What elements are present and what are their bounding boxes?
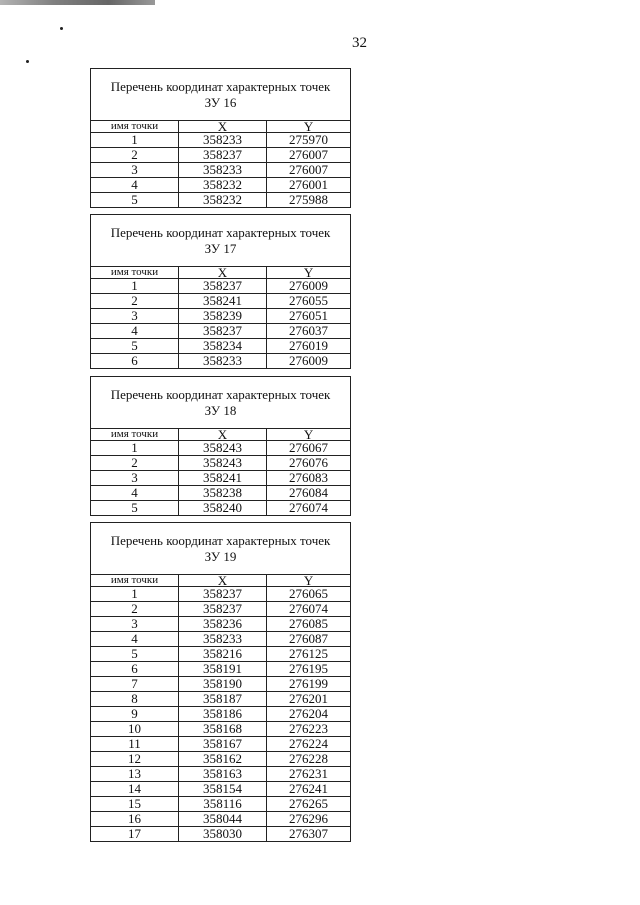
point-name-cell: 5 — [91, 501, 179, 516]
y-coordinate-cell: 276009 — [267, 279, 351, 294]
table-row — [91, 324, 351, 339]
y-coordinate-cell: 276083 — [267, 471, 351, 486]
table-row — [91, 486, 351, 501]
y-coordinate-cell: 276051 — [267, 309, 351, 324]
x-coordinate-cell: 358030 — [179, 827, 267, 842]
table-row — [91, 767, 351, 782]
point-name-cell: 8 — [91, 692, 179, 707]
table-row — [91, 752, 351, 767]
point-name-cell: 3 — [91, 309, 179, 324]
x-coordinate-cell: 358116 — [179, 797, 267, 812]
x-coordinate-cell: 358168 — [179, 722, 267, 737]
point-name-cell: 10 — [91, 722, 179, 737]
table-title-land-plot: ЗУ 19 — [204, 548, 237, 564]
x-coordinate-cell: 358241 — [179, 471, 267, 486]
point-name-cell: 7 — [91, 677, 179, 692]
y-coordinate-cell: 276007 — [267, 148, 351, 163]
point-name-cell: 4 — [91, 178, 179, 193]
table-row — [91, 662, 351, 677]
table-row — [91, 309, 351, 324]
table-row — [91, 632, 351, 647]
table-row — [91, 133, 351, 148]
point-name-cell: 9 — [91, 707, 179, 722]
column-header-x: X — [179, 429, 267, 441]
y-coordinate-cell: 276067 — [267, 441, 351, 456]
y-coordinate-cell: 276037 — [267, 324, 351, 339]
column-header-point-name: имя точки — [91, 121, 179, 133]
y-coordinate-cell: 276296 — [267, 812, 351, 827]
x-coordinate-cell: 358236 — [179, 617, 267, 632]
x-coordinate-cell: 358232 — [179, 178, 267, 193]
coordinates-table-zu16 — [90, 68, 351, 208]
point-name-cell: 2 — [91, 456, 179, 471]
coordinates-table-zu19 — [90, 522, 351, 842]
column-header-point-name: имя точки — [91, 267, 179, 279]
y-coordinate-cell: 276055 — [267, 294, 351, 309]
table-row — [91, 737, 351, 752]
table-title-land-plot: ЗУ 17 — [204, 240, 237, 256]
x-coordinate-cell: 358162 — [179, 752, 267, 767]
y-coordinate-cell: 276241 — [267, 782, 351, 797]
table-title-row — [91, 215, 351, 267]
point-name-cell: 4 — [91, 486, 179, 501]
page-number: 32 — [352, 35, 367, 51]
point-name-cell: 6 — [91, 354, 179, 369]
coordinates-table-zu18 — [90, 376, 351, 516]
x-coordinate-cell: 358238 — [179, 486, 267, 501]
point-name-cell: 3 — [91, 471, 179, 486]
x-coordinate-cell: 358243 — [179, 456, 267, 471]
x-coordinate-cell: 358190 — [179, 677, 267, 692]
table-row — [91, 294, 351, 309]
y-coordinate-cell: 276087 — [267, 632, 351, 647]
y-coordinate-cell: 276223 — [267, 722, 351, 737]
x-coordinate-cell: 358233 — [179, 163, 267, 178]
table-row — [91, 163, 351, 178]
x-coordinate-cell: 358163 — [179, 767, 267, 782]
table-header-row — [91, 121, 351, 133]
table-header-row — [91, 429, 351, 441]
x-coordinate-cell: 358237 — [179, 324, 267, 339]
x-coordinate-cell: 358216 — [179, 647, 267, 662]
point-name-cell: 16 — [91, 812, 179, 827]
y-coordinate-cell: 276204 — [267, 707, 351, 722]
table-row — [91, 148, 351, 163]
x-coordinate-cell: 358232 — [179, 193, 267, 208]
table-title-line: Перечень координат характерных точек — [110, 224, 331, 240]
point-name-cell: 1 — [91, 279, 179, 294]
table-row — [91, 617, 351, 632]
x-coordinate-cell: 358186 — [179, 707, 267, 722]
x-coordinate-cell: 358243 — [179, 441, 267, 456]
column-header-y: Y — [267, 267, 351, 279]
point-name-cell: 1 — [91, 441, 179, 456]
y-coordinate-cell: 276065 — [267, 587, 351, 602]
point-name-cell: 2 — [91, 148, 179, 163]
table-title-land-plot: ЗУ 18 — [204, 402, 237, 418]
table-title-row — [91, 523, 351, 575]
point-name-cell: 1 — [91, 133, 179, 148]
table-row — [91, 782, 351, 797]
table-row — [91, 501, 351, 516]
point-name-cell: 4 — [91, 324, 179, 339]
table-row — [91, 279, 351, 294]
column-header-point-name: имя точки — [91, 575, 179, 587]
point-name-cell: 6 — [91, 662, 179, 677]
scan-speck — [26, 60, 29, 63]
column-header-y: Y — [267, 575, 351, 587]
column-header-point-name: имя точки — [91, 429, 179, 441]
x-coordinate-cell: 358241 — [179, 294, 267, 309]
column-header-x: X — [179, 267, 267, 279]
point-name-cell: 15 — [91, 797, 179, 812]
scan-artifact — [0, 0, 155, 5]
column-header-x: X — [179, 575, 267, 587]
table-row — [91, 193, 351, 208]
x-coordinate-cell: 358233 — [179, 632, 267, 647]
point-name-cell: 2 — [91, 602, 179, 617]
table-row — [91, 587, 351, 602]
x-coordinate-cell: 358234 — [179, 339, 267, 354]
point-name-cell: 3 — [91, 163, 179, 178]
table-header-row — [91, 267, 351, 279]
table-row — [91, 456, 351, 471]
y-coordinate-cell: 276228 — [267, 752, 351, 767]
column-header-y: Y — [267, 429, 351, 441]
table-title-land-plot: ЗУ 16 — [204, 94, 237, 110]
table-row — [91, 471, 351, 486]
x-coordinate-cell: 358240 — [179, 501, 267, 516]
table-title — [91, 523, 351, 575]
point-name-cell: 5 — [91, 193, 179, 208]
column-header-y: Y — [267, 121, 351, 133]
point-name-cell: 17 — [91, 827, 179, 842]
y-coordinate-cell: 276199 — [267, 677, 351, 692]
point-name-cell: 2 — [91, 294, 179, 309]
table-row — [91, 827, 351, 842]
point-name-cell: 12 — [91, 752, 179, 767]
y-coordinate-cell: 276074 — [267, 501, 351, 516]
table-title-line: Перечень координат характерных точек — [110, 78, 331, 94]
y-coordinate-cell: 276125 — [267, 647, 351, 662]
y-coordinate-cell: 276074 — [267, 602, 351, 617]
y-coordinate-cell: 276084 — [267, 486, 351, 501]
table-title — [91, 215, 351, 267]
point-name-cell: 11 — [91, 737, 179, 752]
x-coordinate-cell: 358233 — [179, 354, 267, 369]
x-coordinate-cell: 358237 — [179, 587, 267, 602]
table-title-row — [91, 377, 351, 429]
y-coordinate-cell: 276007 — [267, 163, 351, 178]
table-header-row — [91, 575, 351, 587]
table-row — [91, 722, 351, 737]
x-coordinate-cell: 358237 — [179, 148, 267, 163]
point-name-cell: 5 — [91, 339, 179, 354]
column-header-x: X — [179, 121, 267, 133]
y-coordinate-cell: 276009 — [267, 354, 351, 369]
table-row — [91, 692, 351, 707]
table-row — [91, 707, 351, 722]
point-name-cell: 14 — [91, 782, 179, 797]
x-coordinate-cell: 358187 — [179, 692, 267, 707]
table-row — [91, 812, 351, 827]
point-name-cell: 4 — [91, 632, 179, 647]
y-coordinate-cell: 276307 — [267, 827, 351, 842]
scan-speck — [60, 27, 63, 30]
y-coordinate-cell: 276201 — [267, 692, 351, 707]
x-coordinate-cell: 358191 — [179, 662, 267, 677]
y-coordinate-cell: 276076 — [267, 456, 351, 471]
table-title-line: Перечень координат характерных точек — [110, 386, 331, 402]
y-coordinate-cell: 276265 — [267, 797, 351, 812]
point-name-cell: 3 — [91, 617, 179, 632]
table-row — [91, 602, 351, 617]
table-title-row — [91, 69, 351, 121]
y-coordinate-cell: 276001 — [267, 178, 351, 193]
table-row — [91, 677, 351, 692]
y-coordinate-cell: 275988 — [267, 193, 351, 208]
y-coordinate-cell: 276231 — [267, 767, 351, 782]
point-name-cell: 13 — [91, 767, 179, 782]
table-title — [91, 377, 351, 429]
table-title-line: Перечень координат характерных точек — [110, 532, 331, 548]
x-coordinate-cell: 358237 — [179, 602, 267, 617]
y-coordinate-cell: 276195 — [267, 662, 351, 677]
x-coordinate-cell: 358154 — [179, 782, 267, 797]
table-row — [91, 797, 351, 812]
x-coordinate-cell: 358233 — [179, 133, 267, 148]
table-row — [91, 647, 351, 662]
x-coordinate-cell: 358239 — [179, 309, 267, 324]
point-name-cell: 5 — [91, 647, 179, 662]
x-coordinate-cell: 358237 — [179, 279, 267, 294]
table-row — [91, 178, 351, 193]
y-coordinate-cell: 276019 — [267, 339, 351, 354]
y-coordinate-cell: 275970 — [267, 133, 351, 148]
table-row — [91, 339, 351, 354]
table-row — [91, 354, 351, 369]
point-name-cell: 1 — [91, 587, 179, 602]
table-title — [91, 69, 351, 121]
table-row — [91, 441, 351, 456]
y-coordinate-cell: 276224 — [267, 737, 351, 752]
y-coordinate-cell: 276085 — [267, 617, 351, 632]
x-coordinate-cell: 358167 — [179, 737, 267, 752]
coordinates-table-zu17 — [90, 214, 351, 369]
x-coordinate-cell: 358044 — [179, 812, 267, 827]
